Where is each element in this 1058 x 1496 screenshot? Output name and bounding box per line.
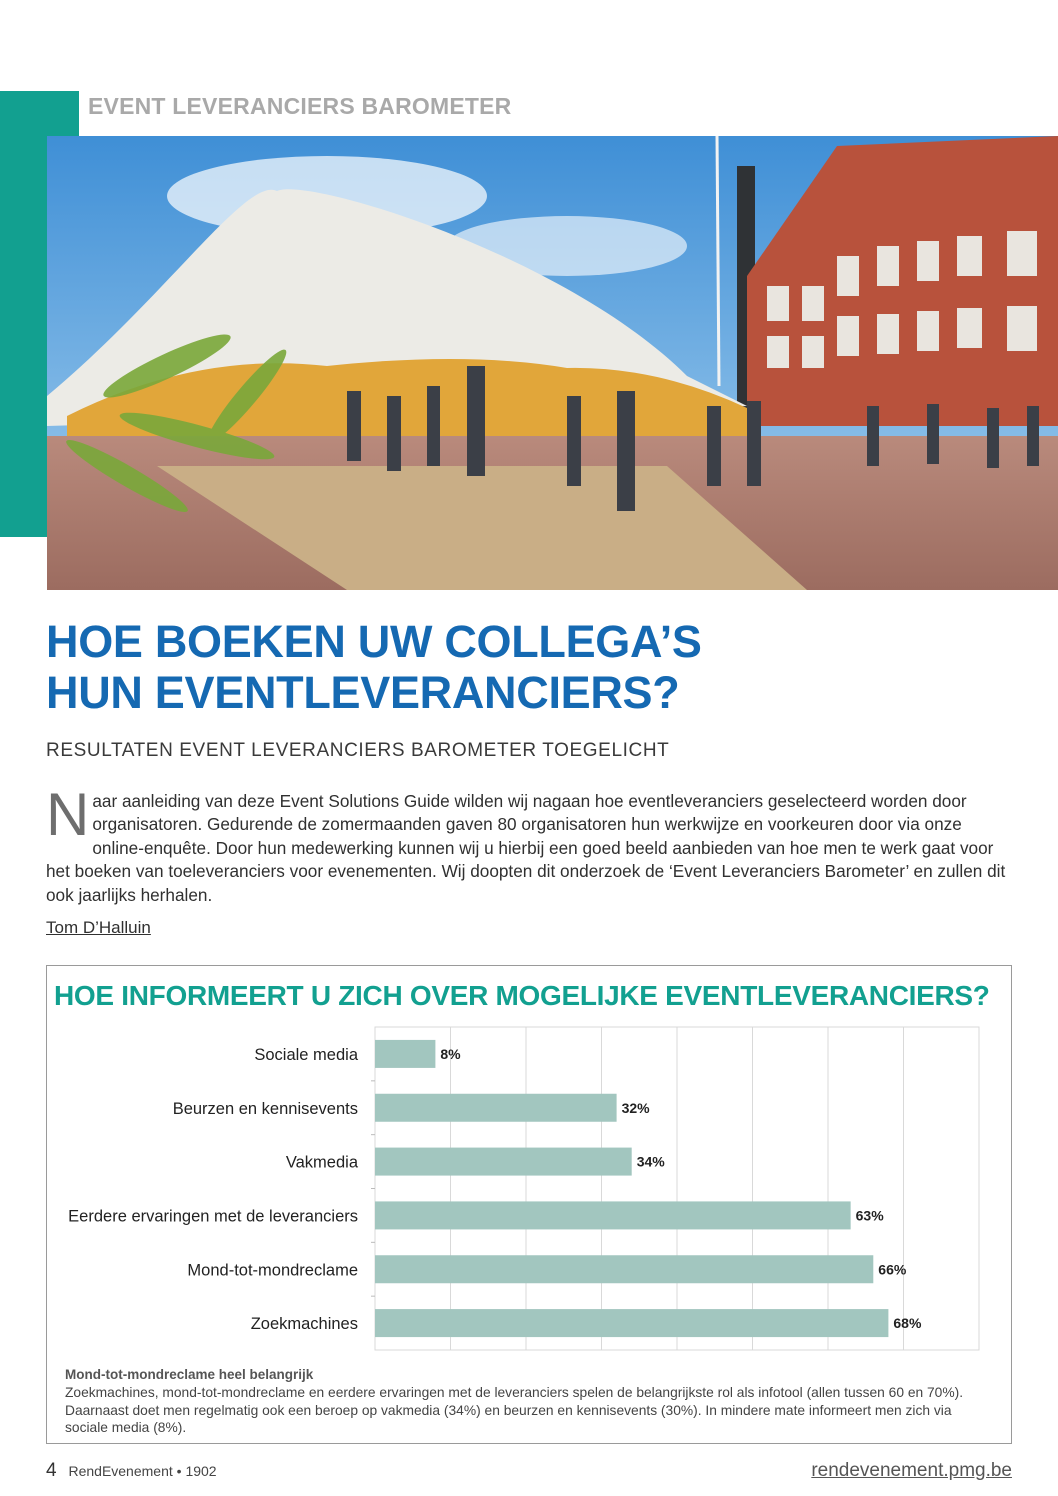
category-label: Beurzen en kennisevents [172,1099,358,1118]
title-line-2: HUN EVENTLEVERANCIERS? [46,667,680,718]
bar [375,1309,888,1337]
bar [375,1255,873,1283]
website-link[interactable]: rendevenement.pmg.be [811,1460,1012,1481]
bar [375,1094,617,1122]
author-link[interactable]: Tom D’Halluin [46,918,151,937]
infobox-title: HOE INFORMEERT U ZICH OVER MOGELIJKE EVENTLEVERANCIERS? [54,980,990,1011]
intro-paragraph [46,781,1016,907]
intro-text: aar aanleiding van deze Event Solutions Guide wilden wij nagaan hoe eventleveranciers geselecteerd worden door organisatoren. Gedurende de zomermaanden gaven 80 organisatoren hun werkwijze en voorkeuren door via onze online-enquête. Door hun medewerking kunnen wij u hierbij een goed beeld aanbieden van hoe men te werk gaat voor het boeken van toeleveranciers voor evenementen. Wij doopten dit onderzoek de ‘Event Leveranciers Barometer’ en zullen dit ook jaarlijks herhalen. [46,791,1006,905]
value-label: 66% [878,1261,907,1278]
value-label: 68% [893,1315,922,1332]
event-photo-illustration [47,136,1058,590]
chart-grid [371,1027,979,1350]
category-label: Eerdere ervaringen met de leveranciers [68,1207,358,1226]
value-label: 32% [621,1099,650,1116]
chart-bars [68,1040,922,1337]
article-title [46,616,702,718]
survey-infobox [46,965,1012,1444]
drop-cap: N [46,781,90,848]
section-label: EVENT LEVERANCIERS BAROMETER [88,93,512,119]
note-text: Zoekmachines, mond-tot-mondreclame en eerdere ervaringen met de leveranciers spelen de belangrijkste rol als infotool (allen tussen 60 en 70%). Daarnaast doet men regelmatig ook een beroep op vakmedia (34%) en beurzen en kennisevents (30%). In mindere mate informeert men zich via sociale media (8%). [65,1385,964,1435]
bar [375,1040,435,1068]
bar [375,1201,851,1229]
bar [375,1148,632,1176]
value-label: 63% [855,1207,884,1224]
publication-name: RendEvenement • 1902 [68,1463,217,1479]
value-label: 8% [440,1045,461,1062]
page-number: 4 [46,1460,57,1481]
hero-photo [47,136,1058,590]
bar-chart [47,966,1011,1366]
article-subtitle: RESULTATEN EVENT LEVERANCIERS BAROMETER TOEGELICHT [46,740,670,761]
title-line-1: HOE BOEKEN UW COLLEGA’S [46,616,702,667]
category-label: Sociale media [254,1045,358,1064]
footer-publication [46,1460,217,1482]
value-label: 34% [636,1153,665,1170]
category-label: Mond-tot-mondreclame [187,1261,358,1280]
category-label: Vakmedia [285,1153,358,1172]
category-label: Zoekmachines [250,1315,358,1334]
note-title: Mond-tot-mondreclame heel belangrijk [65,1367,314,1382]
